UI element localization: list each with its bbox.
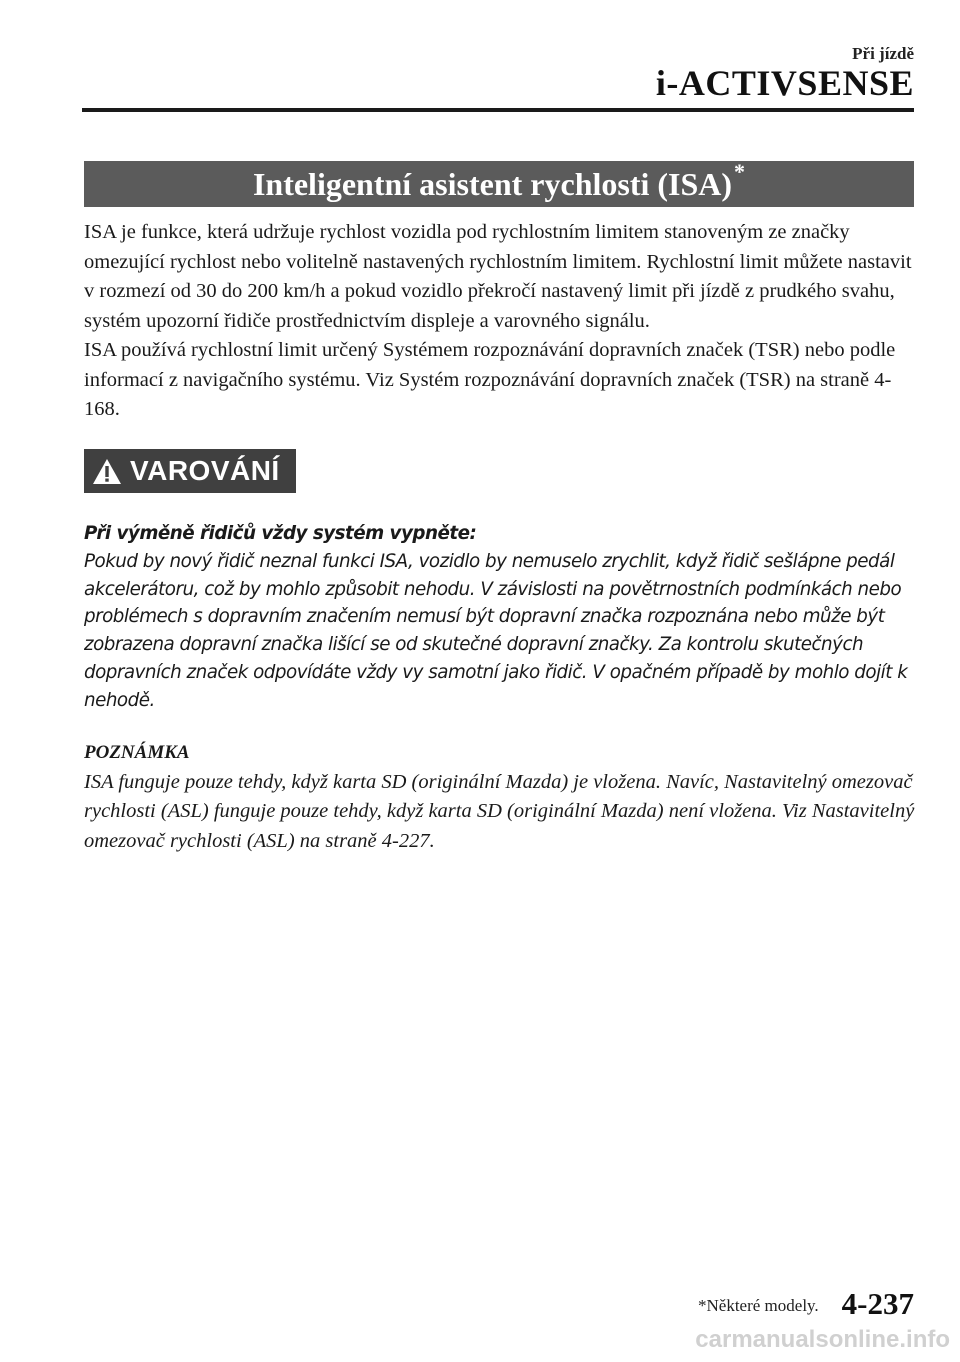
note-body: ISA funguje pouze tehdy, když karta SD (originální Mazda) je vložena. Navíc, Nastavitelný omezovač rychlosti (ASL) funguje pouze tehdy, když karta SD (originální Mazda) není vložena. Viz Nastavitelný omezovač rychlosti (ASL) na straně 4-227.: [84, 770, 915, 852]
intro-text: [84, 218, 916, 425]
section-title: Inteligentní asistent rychlosti (ISA): [252, 165, 733, 202]
warning-body: Pokud by nový řidič neznal funkci ISA, vozidlo by nemuselo zrychlit, když řidič sešlápne pedál akcelerátoru, což by mohlo způsobit nehodu. V závislosti na povětrnostních podmínkách nebo problémech s dopravním značením nemusí být dopravní značka rozpoznána nebo může být zobrazena dopravní značka lišící se od skutečné dopravní značky. Za kontrolu skutečných dopravních značek odpovídáte vždy vy samotní jako řidič. V opačném případě by mohlo dojít k nehodě.: [84, 550, 908, 711]
warning-badge: [84, 449, 296, 493]
warning-heading: Při výměně řidičů vždy systém vypněte:: [84, 523, 477, 544]
page-number: 4-237: [841, 1286, 914, 1321]
note-text: [84, 738, 916, 856]
intro-paragraph-1: ISA je funkce, která udržuje rychlost vozidla pod rychlostním limitem stanoveným ze značky omezující rychlost nebo volitelně nastavených rychlostním limitem. Rychlostní limit můžete nastavit v rozmezí od 30 do 200 km/h a pokud vozidlo překročí nastavený limit při jízdě z prudkého svahu, systém upozorní řidiče prostřednictvím displeje a varovného signálu.: [84, 221, 912, 332]
note-heading: POZNÁMKA: [84, 742, 190, 763]
chapter-label: Při jízdě: [852, 44, 914, 63]
footnote: *Některé modely.: [698, 1296, 819, 1315]
watermark: carmanualsonline.info: [695, 1326, 950, 1353]
intro-paragraph-2: ISA používá rychlostní limit určený Systémem rozpoznávání dopravních značek (TSR) nebo podle informací z navigačního systému. Viz Systém rozpoznávání dopravních značek (TSR) na straně 4-168.: [84, 339, 896, 420]
page-header-title: i-ACTIVSENSE: [655, 63, 914, 103]
warning-text: [84, 520, 924, 715]
section-title-bar: [84, 161, 914, 207]
section-asterisk: *: [734, 159, 746, 184]
header-rule: [82, 108, 914, 112]
warning-triangle-icon: [92, 458, 122, 485]
warning-label: VAROVÁNÍ: [130, 455, 280, 486]
